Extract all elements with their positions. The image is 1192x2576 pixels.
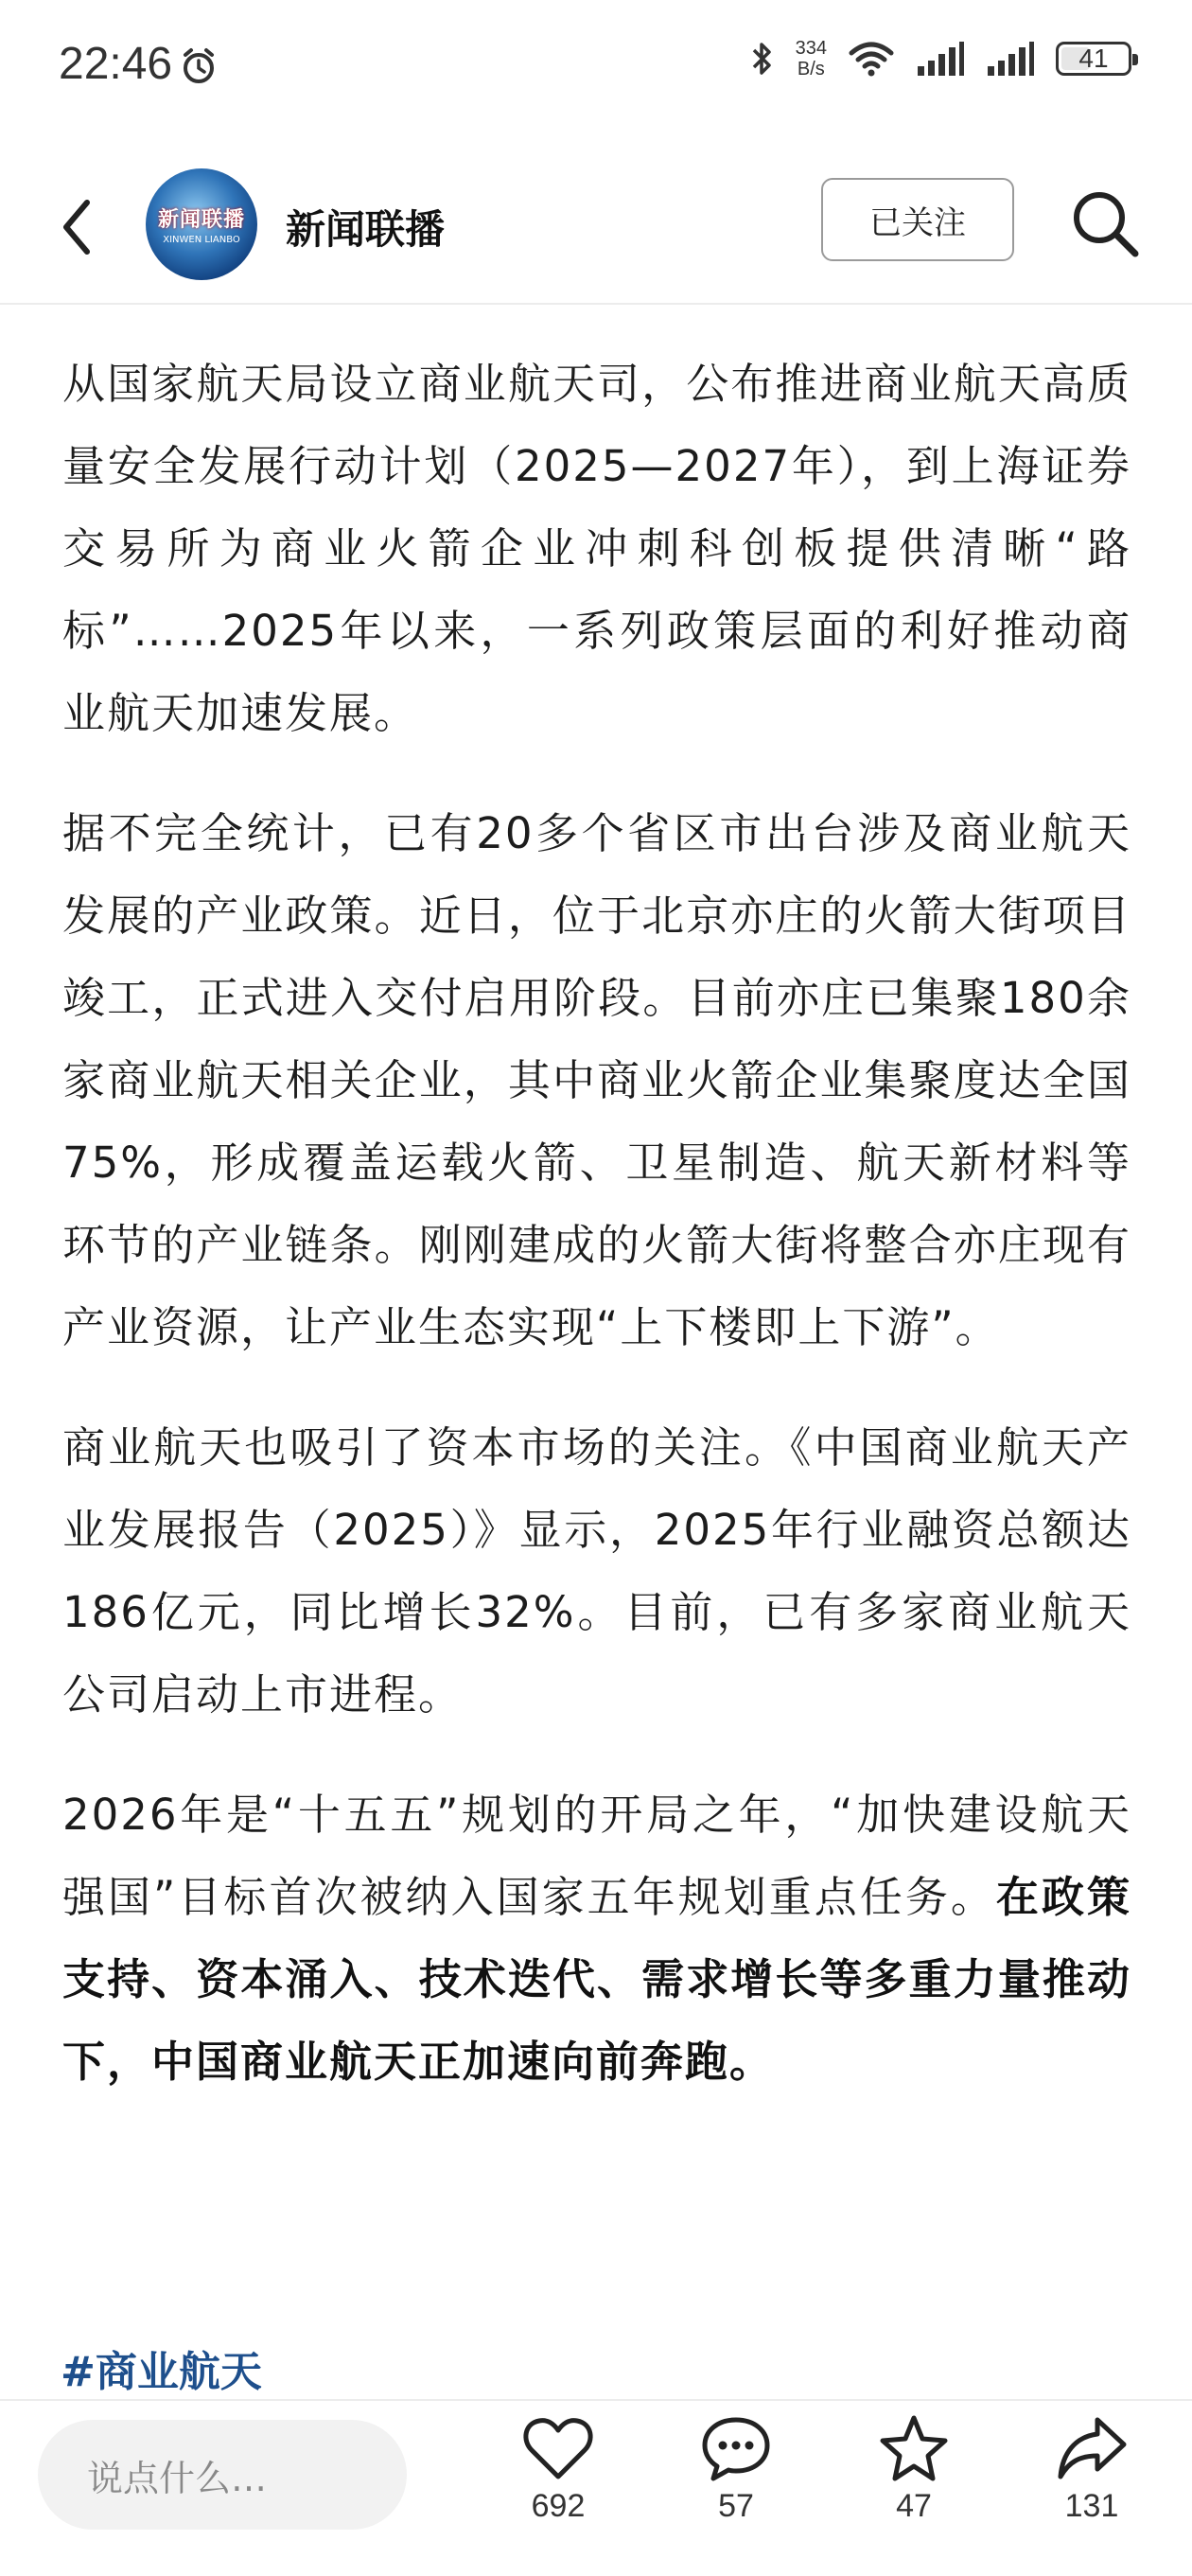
article-body [62, 343, 1131, 2141]
wifi-icon [848, 40, 895, 78]
share-button[interactable] [1035, 2414, 1148, 2525]
status-bar [0, 0, 1192, 132]
comment-button[interactable] [679, 2414, 793, 2525]
article-paragraph: 从国家航天局设立商业航天司，公布推进商业航天高质量安全发展行动计划（2025—2027年），到上海证券交易所为商业火箭企业冲刺科创板提供清晰“路标”……2025年以来，一系列政策层面的利好推动商业航天加速发展。 [62, 359, 1131, 738]
article-paragraph: 商业航天也吸引了资本市场的关注。《中国商业航天产业发展报告（2025）》显示，2025年行业融资总额达186亿元，同比增长32%。目前，已有多家商业航天公司启动上市进程。 [62, 1422, 1131, 1720]
like-button[interactable] [501, 2414, 615, 2525]
header [0, 161, 1192, 305]
follow-button[interactable]: 已关注 [821, 178, 1014, 261]
logo-text-en: XINWEN LIANBO [163, 235, 240, 245]
paragraph-bold-text: 在政策支持、资本涌入、技术迭代、需求增长等多重力量推动下，中国商业航天正加速向前奔跑。 [62, 1872, 1131, 2087]
back-icon[interactable] [51, 189, 108, 265]
alarm-icon [180, 47, 218, 85]
article-paragraph: 据不完全统计，已有20多个省区市出台涉及商业航天发展的产业政策。近日，位于北京亦庄的火箭大街项目竣工，正式进入交付启用阶段。目前亦庄已集聚180余家商业航天相关企业，其中商业火箭企业集聚度达全国75%，形成覆盖运载火箭、卫星制造、航天新材料等环节的产业链条。刚刚建成的火箭大街将整合亦庄现有产业资源，让产业生态实现“上下楼即上下游”。 [62, 808, 1131, 1352]
like-count: 692 [531, 2488, 586, 2524]
comment-input[interactable]: 说点什么… [38, 2420, 407, 2530]
paragraph-text: 2026年是“十五五”规划的开局之年，“加快建设航天强国”目标首次被纳入国家五年规划重点任务。 [62, 1790, 1131, 1922]
star-icon [878, 2414, 950, 2482]
search-icon[interactable] [1069, 187, 1141, 259]
signal-icon [986, 40, 1035, 78]
comment-count: 57 [718, 2488, 754, 2524]
battery-percent: 41 [1078, 44, 1109, 73]
status-time: 22:46 [59, 39, 173, 89]
favorite-button[interactable] [857, 2414, 971, 2525]
battery-icon [1056, 42, 1131, 76]
logo-text-cn: 新闻联播 [157, 208, 245, 232]
comment-icon [700, 2414, 772, 2482]
signal-icon [916, 40, 965, 78]
favorite-count: 47 [896, 2488, 932, 2524]
share-icon [1056, 2414, 1128, 2482]
channel-avatar[interactable] [146, 168, 257, 280]
net-speed-value: 334 [795, 38, 827, 59]
heart-icon [522, 2414, 594, 2482]
channel-name[interactable]: 新闻联播 [286, 206, 446, 253]
net-speed-unit: B/s [797, 59, 825, 79]
share-count: 131 [1064, 2488, 1119, 2524]
bluetooth-icon [750, 40, 775, 78]
article-paragraph [62, 1773, 1131, 2103]
status-icons [750, 38, 1131, 79]
net-speed [796, 38, 827, 79]
hashtag-link[interactable]: #商业航天 [61, 2348, 262, 2396]
bottom-action-bar [0, 2399, 1192, 2576]
